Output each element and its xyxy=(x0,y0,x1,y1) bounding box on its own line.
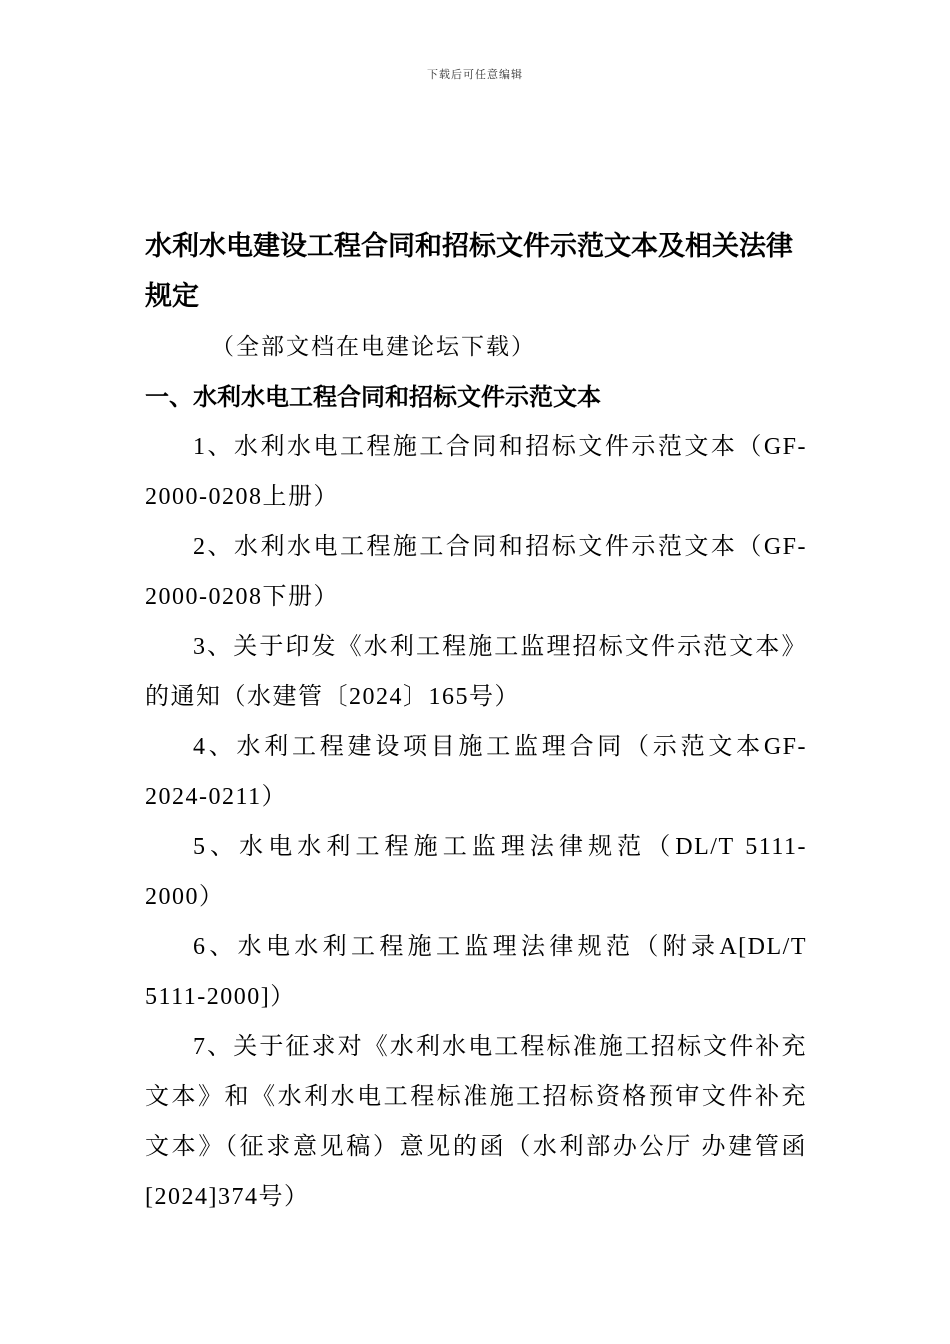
header-note: 下载后可任意编辑 xyxy=(427,68,523,81)
document-title: 水利水电建设工程合同和招标文件示范文本及相关法律规定 xyxy=(145,231,793,312)
section-heading: 一、水利水电工程合同和招标文件示范文本 xyxy=(145,383,601,411)
list-item: 4、水利工程建设项目施工监理合同（示范文本GF-2024-0211） xyxy=(145,734,807,810)
list-item: 7、关于征求对《水利水电工程标准施工招标文件补充文本》和《水利水电工程标准施工招标资格预审文件补充文本》（征求意见稿）意见的函（水利部办公厅 办建管函[2024]374号） xyxy=(145,1034,807,1210)
list-item: 5、水电水利工程施工监理法律规范（DL/T 5111-2000） xyxy=(145,834,807,910)
list-item: 2、水利水电工程施工合同和招标文件示范文本（GF-2000-0208下册） xyxy=(145,534,807,610)
list-item: 6、水电水利工程施工监理法律规范（附录A[DL/T 5111-2000]） xyxy=(145,934,807,1010)
list-item: 1、水利水电工程施工合同和招标文件示范文本（GF-2000-0208上册） xyxy=(145,434,807,510)
document-body xyxy=(145,222,807,1222)
list-item: 3、关于印发《水利工程施工监理招标文件示范文本》的通知（水建管〔2024〕165号） xyxy=(145,634,807,710)
document-subtitle: （全部文档在电建论坛下载） xyxy=(211,334,536,360)
